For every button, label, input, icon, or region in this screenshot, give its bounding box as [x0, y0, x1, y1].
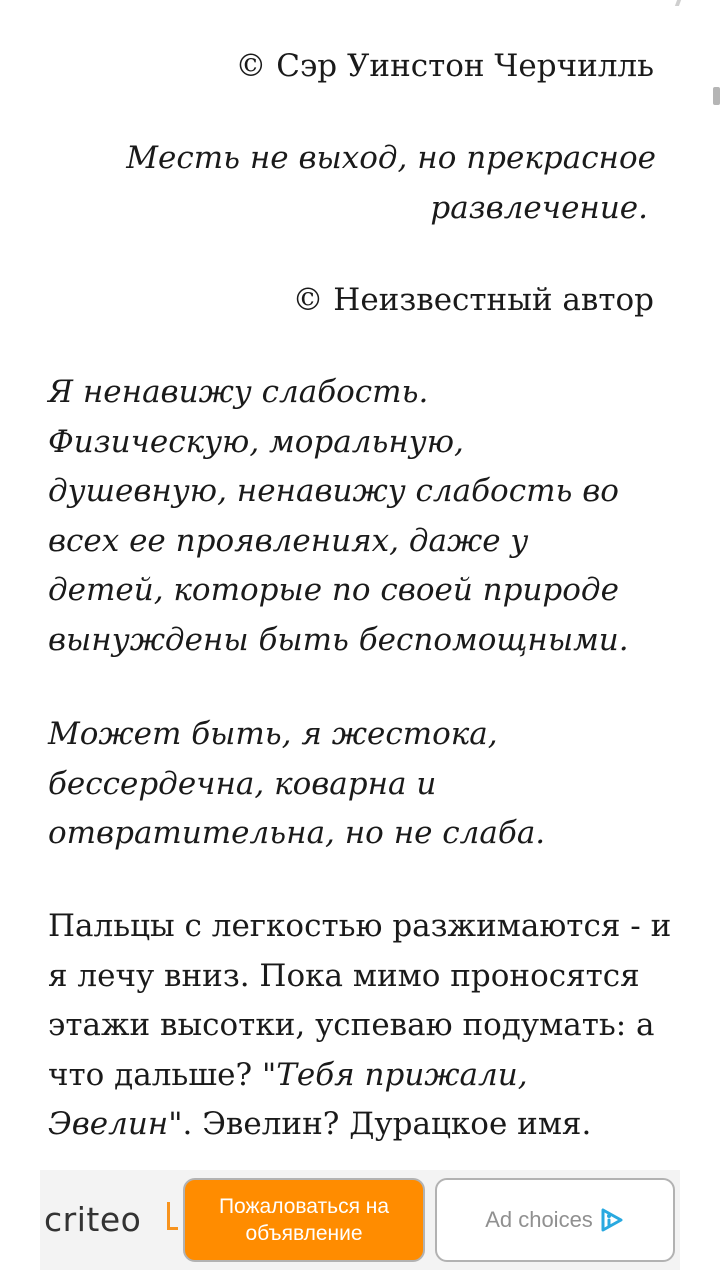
criteo-logo[interactable]: criteo [44, 1200, 142, 1239]
paragraph-3-quote: "Тебя прижали, Эвелин" [48, 1056, 528, 1142]
criteo-logo-mark [167, 1202, 178, 1230]
paragraph-3-text-a: Пальцы с легкостью разжимаются - и я лечу вниз. Пока мимо проносятся этажи высотки, успеваю подумать: а что дальше? [48, 908, 672, 1093]
paragraph-3 [48, 902, 673, 1150]
paragraph-3-text-b: . Эвелин? Дурацкое имя. [182, 1106, 592, 1142]
epigraph-author-unknown: © Неизвестный автор [292, 282, 654, 318]
paragraph-1: Я ненавижу слабость. Физическую, моральную, душевную, ненавижу слабость во всех ее проявлениях, даже у детей, которые по своей природе вынуждены быть беспомощными. [48, 374, 629, 658]
ad-banner[interactable] [40, 1170, 680, 1270]
epigraph-quote [96, 133, 656, 233]
scrollbar-thumb[interactable] [713, 87, 720, 105]
epigraph-quote-line-2: развлечение. [430, 190, 648, 226]
epigraph-quote-line-1: Месть не выход, но прекрасное [126, 140, 656, 176]
report-ad-button[interactable]: Пожаловаться на объявление [183, 1178, 425, 1262]
epigraph-author-churchill: © Сэр Уинстон Черчилль [235, 48, 654, 84]
ad-choices-button[interactable] [435, 1178, 675, 1262]
ad-choices-label: Ad choices [485, 1207, 593, 1232]
paragraph-2: Может быть, я жестока, бессердечна, коварна и отвратительна, но не слаба. [48, 716, 546, 851]
top-edge-mark [675, 0, 681, 6]
adchoices-icon [599, 1207, 625, 1233]
